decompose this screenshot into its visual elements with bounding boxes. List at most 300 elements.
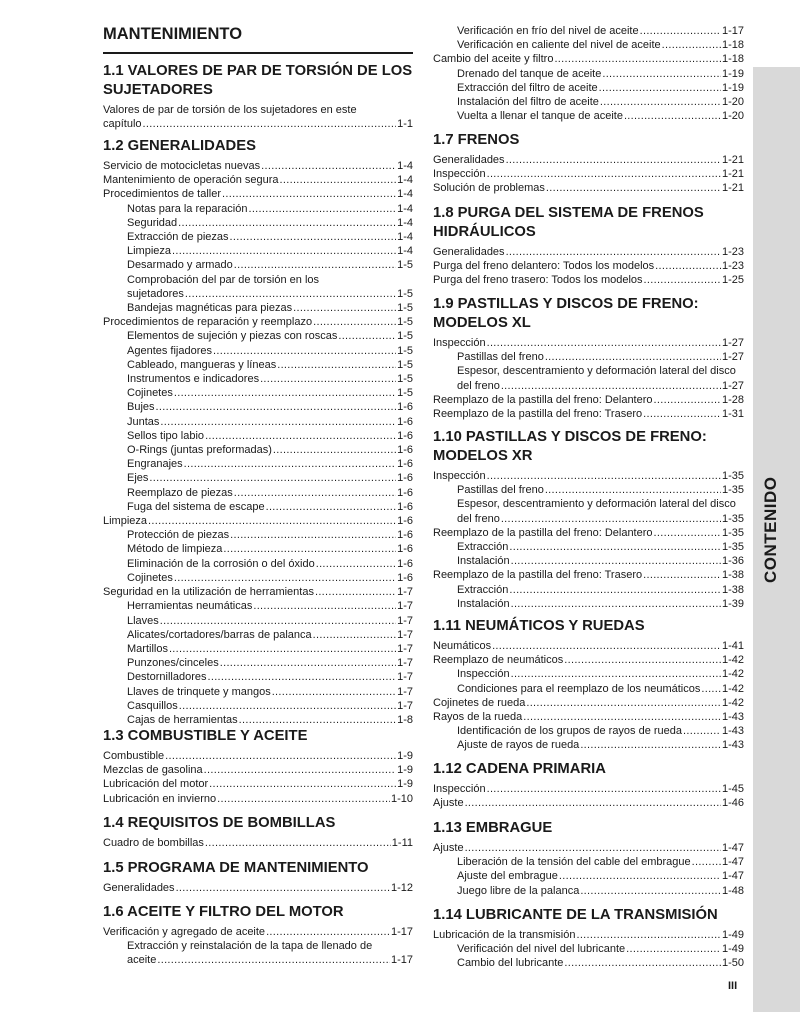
dot-leader (205, 429, 396, 443)
page-number: III (728, 980, 738, 992)
toc-entry[interactable]: aceite ..... 1-17 (103, 953, 413, 967)
toc-entry-title: Mantenimiento de operación segura (103, 174, 279, 187)
toc-entry-title: Limpieza (127, 245, 172, 258)
toc-entry[interactable] (103, 202, 413, 216)
dot-leader (266, 500, 397, 514)
section-1-5 (103, 859, 413, 895)
dot-leader (644, 273, 721, 287)
toc-entry-page: 1-43 (721, 739, 744, 752)
toc-entry-title: Extracción del filtro de aceite (457, 81, 598, 94)
toc-entry[interactable] (103, 400, 413, 414)
toc-entry-title: Bujes (127, 401, 155, 414)
toc-entry-page: 1-5 (397, 344, 413, 357)
dot-leader (506, 153, 721, 167)
toc-entry[interactable] (433, 956, 744, 970)
dot-leader (523, 710, 721, 724)
section-heading: 1.1 VALORES DE PAR DE TORSIÓN DE LOS (103, 63, 413, 79)
section-1-6 (103, 903, 413, 968)
section-heading: 1.11 NEUMÁTICOS Y RUEDAS (433, 618, 645, 634)
dot-leader (509, 583, 721, 597)
toc-entry[interactable] (433, 540, 744, 554)
title-divider (103, 52, 413, 54)
toc-entry[interactable]: Espesor, descentramiento y deformación lateral del disco (457, 365, 736, 378)
toc-entry-page: 1-43 (721, 711, 744, 724)
dot-leader (546, 181, 721, 195)
toc-entry-title: Generalidades (433, 154, 505, 166)
dot-leader (239, 713, 396, 727)
dot-leader (602, 67, 721, 81)
toc-entry-page: 1-7 (397, 685, 413, 698)
toc-entry-page: 1-5 (397, 316, 413, 329)
toc-entry[interactable]: capítulo ..... 1-1 (103, 117, 413, 131)
toc-entry[interactable] (433, 928, 744, 942)
toc-entry[interactable] (103, 230, 413, 244)
section-heading: 1.6 ACEITE Y FILTRO DEL MOTOR (103, 904, 344, 920)
toc-entry-title: O-Rings (juntas preformadas) (127, 444, 272, 457)
toc-entry[interactable] (103, 836, 413, 850)
section-heading: 1.7 FRENOS (433, 132, 520, 148)
toc-entry-title: Procedimientos de taller (103, 188, 222, 201)
toc-entry[interactable] (103, 542, 413, 556)
toc-entry-title: Lubricación en invierno (103, 792, 217, 805)
toc-entry-page: 1-50 (721, 957, 744, 970)
dot-leader (559, 869, 721, 883)
toc-entry[interactable] (433, 841, 744, 855)
toc-entry[interactable] (103, 713, 413, 727)
dot-leader (506, 245, 721, 259)
toc-entry[interactable] (103, 881, 413, 895)
toc-entry[interactable] (433, 24, 744, 38)
toc-entry[interactable] (433, 568, 744, 582)
dot-leader (600, 95, 721, 109)
toc-entry-title: Alicates/cortadores/barras de palanca (127, 628, 312, 641)
toc-entry[interactable] (433, 554, 744, 568)
dot-leader (492, 639, 721, 653)
toc-entry[interactable] (103, 258, 413, 272)
section-1-11 (433, 617, 744, 753)
toc-entry-page: 1-6 (397, 571, 413, 584)
toc-entry[interactable] (103, 749, 413, 763)
toc-entry-page: 1-5 (397, 330, 413, 343)
dot-leader (174, 386, 396, 400)
toc-entry-title: Bandejas magnéticas para piezas (127, 302, 293, 315)
dot-leader (223, 542, 396, 556)
toc-entry-title: Liberación de la tensión del cable del embrague (457, 856, 691, 869)
toc-entry-title: Cojinetes (127, 571, 173, 584)
toc-entry-page: 1-6 (397, 401, 413, 414)
toc-entry-page: 1-49 (721, 929, 744, 941)
toc-entry-page: 1-18 (721, 53, 744, 66)
section-1-3 (103, 727, 413, 806)
toc-entry[interactable]: Espesor, descentramiento y deformación lateral del disco (457, 498, 736, 511)
toc-entry-page: 1-35 (721, 484, 744, 497)
dot-leader (564, 653, 721, 667)
toc-entry-page: 1-23 (721, 246, 744, 258)
toc-entry-title: Engranajes (127, 458, 183, 471)
dot-leader (564, 956, 721, 970)
toc-entry-page: 1-4 (397, 174, 413, 187)
toc-entry[interactable] (433, 869, 744, 883)
toc-entry[interactable] (103, 244, 413, 258)
dot-leader (313, 315, 396, 329)
toc-entry[interactable] (433, 245, 744, 259)
toc-entry-title: Instrumentos e indicadores (127, 373, 260, 386)
toc-entry-page: 1-8 (397, 713, 413, 726)
dot-leader (230, 528, 396, 542)
toc-entry[interactable] (433, 469, 744, 483)
toc-entry[interactable] (103, 358, 413, 372)
toc-entry-title: Juntas (127, 415, 160, 428)
dot-leader (174, 571, 396, 585)
toc-entry-page: 1-17 (721, 25, 744, 37)
section-1-8 (433, 204, 744, 288)
toc-entry[interactable] (103, 315, 413, 329)
toc-entry-title: Reemplazo de la pastilla del freno: Delantero (433, 393, 653, 406)
toc-entry[interactable] (103, 301, 413, 315)
dot-leader (280, 173, 397, 187)
toc-entry[interactable] (103, 471, 413, 485)
toc-entry[interactable] (433, 273, 744, 287)
dot-leader (234, 486, 396, 500)
toc-entry-title: Reemplazo de la pastilla del freno: Trasero (433, 569, 643, 582)
toc-entry-page: 1-5 (397, 358, 413, 371)
toc-entry-title: Cambio del lubricante (457, 957, 564, 970)
dot-leader (545, 350, 721, 364)
toc-entry-title: Ejes (127, 472, 149, 485)
toc-entry-page: 1-6 (397, 529, 413, 542)
dot-leader (230, 230, 397, 244)
toc-entry-page: 1-9 (397, 750, 413, 762)
toc-entry[interactable] (433, 38, 744, 52)
toc-entry-page: 1-45 (721, 783, 744, 795)
toc-entry-title: Purga del freno delantero: Todos los modelos (433, 260, 655, 273)
toc-entry-title: Casquillos (127, 699, 178, 712)
section-heading: 1.13 EMBRAGUE (433, 820, 553, 836)
toc-entry-title: Verificación en frío del nivel de aceite (457, 25, 639, 37)
toc-entry-page: 1-19 (721, 81, 744, 94)
toc-entry-page: 1-20 (721, 110, 744, 123)
toc-entry[interactable] (433, 796, 744, 810)
toc-entry-title: Ajuste (433, 797, 464, 810)
toc-entry-title: Instalación (457, 555, 510, 568)
toc-entry-title: Punzones/cinceles (127, 657, 219, 670)
toc-entry-title: Inspección (433, 783, 486, 795)
toc-entry[interactable] (433, 738, 744, 752)
toc-entry[interactable] (433, 67, 744, 81)
dot-leader (509, 540, 721, 554)
dot-leader (178, 216, 396, 230)
toc-entry[interactable] (103, 344, 413, 358)
dot-leader (511, 554, 721, 568)
toc-entry[interactable] (433, 526, 744, 540)
toc-entry-title: Elementos de sujeción y piezas con roscas (127, 330, 338, 343)
toc-entry-title: Agentes fijadores (127, 344, 212, 357)
toc-entry[interactable]: del freno ..... 1-35 (433, 512, 744, 526)
toc-entry[interactable]: sujetadores ..... 1-5 (103, 287, 413, 301)
toc-entry[interactable] (103, 628, 413, 642)
section-heading: 1.14 LUBRICANTE DE LA TRANSMISIÓN (433, 907, 718, 923)
dot-leader (338, 329, 396, 343)
section-1-4 (103, 814, 413, 850)
side-tab-label: CONTENIDO (761, 476, 780, 584)
dot-leader (261, 159, 396, 173)
toc-entry-title: Cojinetes (127, 387, 173, 400)
toc-entry[interactable] (103, 670, 413, 684)
toc-entry[interactable] (433, 724, 744, 738)
toc-entry-page: 1-6 (397, 415, 413, 428)
toc-entry-page: 1-42 (721, 668, 744, 681)
dot-leader (315, 585, 396, 599)
section-1-2 (103, 137, 413, 727)
toc-entry[interactable] (103, 159, 413, 173)
toc-entry[interactable] (433, 336, 744, 350)
dot-leader (316, 557, 396, 571)
section-heading: MODELOS XL (433, 315, 531, 331)
toc-entry[interactable]: Comprobación del par de torsión en los (127, 273, 320, 286)
dot-leader (626, 942, 721, 956)
toc-entry[interactable] (103, 656, 413, 670)
dot-leader (580, 738, 721, 752)
section-1-9 (433, 295, 744, 421)
toc-entry[interactable] (433, 855, 744, 869)
toc-entry-page: 1-46 (721, 797, 744, 810)
toc-entry[interactable] (433, 884, 744, 898)
toc-entry[interactable] (103, 415, 413, 429)
toc-entry[interactable] (433, 109, 744, 123)
section-heading: 1.10 PASTILLAS Y DISCOS DE FRENO: (433, 429, 707, 445)
dot-leader (149, 471, 396, 485)
dot-leader (554, 52, 721, 66)
toc-entry-title: Llaves de trinquete y mangos (127, 685, 271, 698)
toc-entry-title: Reemplazo de la pastilla del freno: Trasero (433, 408, 643, 421)
toc-entry-title: Reemplazo de la pastilla del freno: Delantero (433, 526, 653, 539)
dot-leader (640, 24, 721, 38)
toc-entry-page: 1-42 (721, 654, 744, 667)
toc-entry-title: Método de limpieza (127, 543, 223, 556)
toc-entry-page: 1-35 (721, 541, 744, 554)
toc-entry-page: 1-6 (397, 472, 413, 485)
toc-entry-title: Solución de problemas (433, 182, 545, 195)
dot-leader (169, 642, 396, 656)
dot-leader (179, 699, 396, 713)
toc-entry[interactable] (433, 407, 744, 421)
toc-entry[interactable] (433, 782, 744, 796)
dot-leader (313, 628, 396, 642)
dot-leader (692, 855, 721, 869)
section-heading: 1.5 PROGRAMA DE MANTENIMIENTO (103, 860, 369, 876)
toc-entry-title: Limpieza (103, 515, 148, 528)
toc-entry[interactable] (433, 942, 744, 956)
toc-entry-page: 1-7 (397, 699, 413, 712)
toc-entry[interactable] (103, 514, 413, 528)
toc-entry[interactable] (103, 763, 413, 777)
toc-entry-page: 1-21 (721, 182, 744, 195)
toc-entry-title: Lubricación de la transmisión (433, 929, 576, 941)
toc-entry-title: Llaves (127, 614, 159, 627)
toc-entry-page: 1-35 (721, 526, 744, 539)
toc-entry[interactable]: Extracción y reinstalación de la tapa de llenado de (127, 940, 373, 953)
toc-entry[interactable] (103, 685, 413, 699)
toc-entry-page: 1-39 (721, 597, 744, 610)
toc-entry-title: Combustible (103, 750, 165, 762)
toc-entry-page: 1-4 (397, 231, 413, 244)
toc-entry-title: Protección de piezas (127, 529, 230, 542)
toc-entry-title: Drenado del tanque de aceite (457, 67, 602, 80)
dot-leader (576, 928, 721, 942)
toc-entry[interactable] (433, 583, 744, 597)
dot-leader (248, 202, 396, 216)
toc-entry-title: Extracción de piezas (127, 231, 229, 244)
toc-entry[interactable] (103, 792, 413, 806)
dot-leader (487, 469, 721, 483)
toc-entry-title: Notas para la reparación (127, 202, 248, 215)
dot-leader (643, 407, 721, 421)
toc-entry[interactable] (103, 557, 413, 571)
dot-leader (272, 685, 396, 699)
toc-entry-title: Destornilladores (127, 671, 207, 684)
toc-entry-title: Eliminación de la corrosión o del óxido (127, 557, 315, 570)
toc-entry-title: Condiciones para el reemplazo de los neumáticos (457, 682, 701, 695)
section-heading: MODELOS XR (433, 448, 533, 464)
toc-entry[interactable] (103, 443, 413, 457)
toc-entry-page: 1-28 (721, 393, 744, 406)
toc-entry[interactable] (433, 350, 744, 364)
toc-entry[interactable] (103, 187, 413, 201)
toc-entry[interactable]: del freno ..... 1-27 (433, 379, 744, 393)
toc-entry-page: 1-48 (721, 884, 744, 897)
toc-entry-title: Ajuste (433, 842, 464, 854)
toc-entry-page: 1-42 (721, 696, 744, 709)
toc-entry[interactable] (103, 528, 413, 542)
toc-entry[interactable] (103, 614, 413, 628)
toc-entry-title: Reemplazo de piezas (127, 486, 233, 499)
toc-entry-page: 1-6 (397, 429, 413, 442)
toc-entry[interactable] (433, 682, 744, 696)
dot-leader (487, 167, 721, 181)
toc-entry-page: 1-7 (397, 628, 413, 641)
toc-entry[interactable] (103, 372, 413, 386)
dot-leader (277, 358, 396, 372)
toc-entry-title: Cableado, mangueras y líneas (127, 358, 277, 371)
section-1-7 (433, 131, 744, 196)
toc-entry-page: 1-21 (721, 168, 744, 181)
toc-entry-title: Verificación del nivel del lubricante (457, 943, 626, 956)
dot-leader (172, 244, 396, 258)
dot-leader (580, 884, 721, 898)
toc-entry[interactable] (103, 386, 413, 400)
toc-entry-page: 1-7 (397, 614, 413, 627)
toc-entry[interactable] (433, 483, 744, 497)
toc-entry[interactable] (433, 167, 744, 181)
toc-entry-title: Extracción (457, 541, 509, 554)
section-heading: 1.12 CADENA PRIMARIA (433, 761, 606, 777)
toc-entry-page: 1-27 (721, 351, 744, 364)
toc-entry[interactable] (433, 597, 744, 611)
dot-leader (205, 836, 391, 850)
toc-entry-page: 1-4 (397, 216, 413, 229)
toc-entry[interactable] (103, 500, 413, 514)
toc-entry[interactable] (103, 486, 413, 500)
section-heading: 1.9 PASTILLAS Y DISCOS DE FRENO: (433, 296, 699, 312)
toc-entry-page: 1-31 (721, 408, 744, 421)
toc-entry[interactable] (103, 457, 413, 471)
section-1-14 (433, 906, 744, 971)
toc-entry[interactable] (433, 52, 744, 66)
toc-entry[interactable] (103, 429, 413, 443)
toc-entry-page: 1-19 (721, 67, 744, 80)
toc-entry[interactable] (433, 153, 744, 167)
dot-leader (599, 81, 721, 95)
dot-leader (213, 344, 396, 358)
toc-entry[interactable] (433, 653, 744, 667)
toc-entry[interactable]: Verificación y agregado de aceite ..... 1-17 (103, 925, 413, 939)
toc-entry[interactable] (103, 571, 413, 585)
section-heading: HIDRÁULICOS (433, 224, 536, 240)
toc-entry-page: 1-42 (721, 682, 744, 695)
toc-entry-page: 1-43 (721, 725, 744, 738)
toc-entry-title: Vuelta a llenar el tanque de aceite (457, 110, 623, 123)
section-1-6-continued (433, 24, 744, 123)
toc-entry[interactable] (433, 639, 744, 653)
page-title: MANTENIMIENTO (103, 25, 243, 43)
toc-entry[interactable] (433, 259, 744, 273)
toc-entry-title: Mezclas de gasolina (103, 764, 203, 777)
toc-entry-title: Generalidades (103, 882, 175, 894)
toc-entry[interactable] (433, 393, 744, 407)
toc-entry-title: Desarmado y armado (127, 259, 233, 272)
toc-entry[interactable]: Valores de par de torsión de los sujetadores en este (103, 104, 357, 116)
toc-entry[interactable] (103, 173, 413, 187)
toc-entry-title: Extracción (457, 583, 509, 596)
toc-entry-page: 1-5 (397, 302, 413, 315)
dot-leader (293, 301, 396, 315)
toc-entry-page: 1-36 (721, 555, 744, 568)
toc-entry-page: 1-7 (397, 657, 413, 670)
toc-entry[interactable] (103, 329, 413, 343)
toc-entry[interactable] (103, 699, 413, 713)
toc-entry-page: 1-12 (390, 882, 413, 894)
toc-entry-page: 1-7 (397, 586, 413, 599)
toc-entry-page: 1-23 (721, 260, 744, 273)
dot-leader (511, 597, 721, 611)
toc-entry[interactable] (103, 216, 413, 230)
toc-entry-page: 1-5 (397, 373, 413, 386)
toc-entry[interactable] (433, 81, 744, 95)
dot-leader (643, 568, 721, 582)
section-heading: 1.4 REQUISITOS DE BOMBILLAS (103, 815, 336, 831)
toc-entry-title: Martillos (127, 642, 168, 655)
toc-entry-title: Seguridad en la utilización de herramientas (103, 586, 314, 599)
toc-entry-title: Sellos tipo labio (127, 429, 205, 442)
toc-entry[interactable] (433, 181, 744, 195)
toc-entry-title: Juego libre de la palanca (457, 884, 580, 897)
toc-entry[interactable] (433, 710, 744, 724)
toc-entry-title: Identificación de los grupos de rayos de rueda (457, 725, 683, 738)
toc-entry-title: Instalación (457, 597, 510, 610)
toc-entry[interactable] (103, 599, 413, 613)
toc-entry-title: Lubricación del motor (103, 778, 209, 791)
toc-entry[interactable] (433, 95, 744, 109)
toc-entry[interactable] (103, 777, 413, 791)
toc-entry-page: 1-41 (721, 640, 744, 652)
dot-leader (184, 457, 396, 471)
toc-entry[interactable] (433, 696, 744, 710)
dot-leader (260, 372, 396, 386)
toc-entry[interactable] (433, 667, 744, 681)
toc-entry-page: 1-5 (397, 387, 413, 400)
toc-entry[interactable] (103, 642, 413, 656)
toc-entry[interactable] (103, 585, 413, 599)
